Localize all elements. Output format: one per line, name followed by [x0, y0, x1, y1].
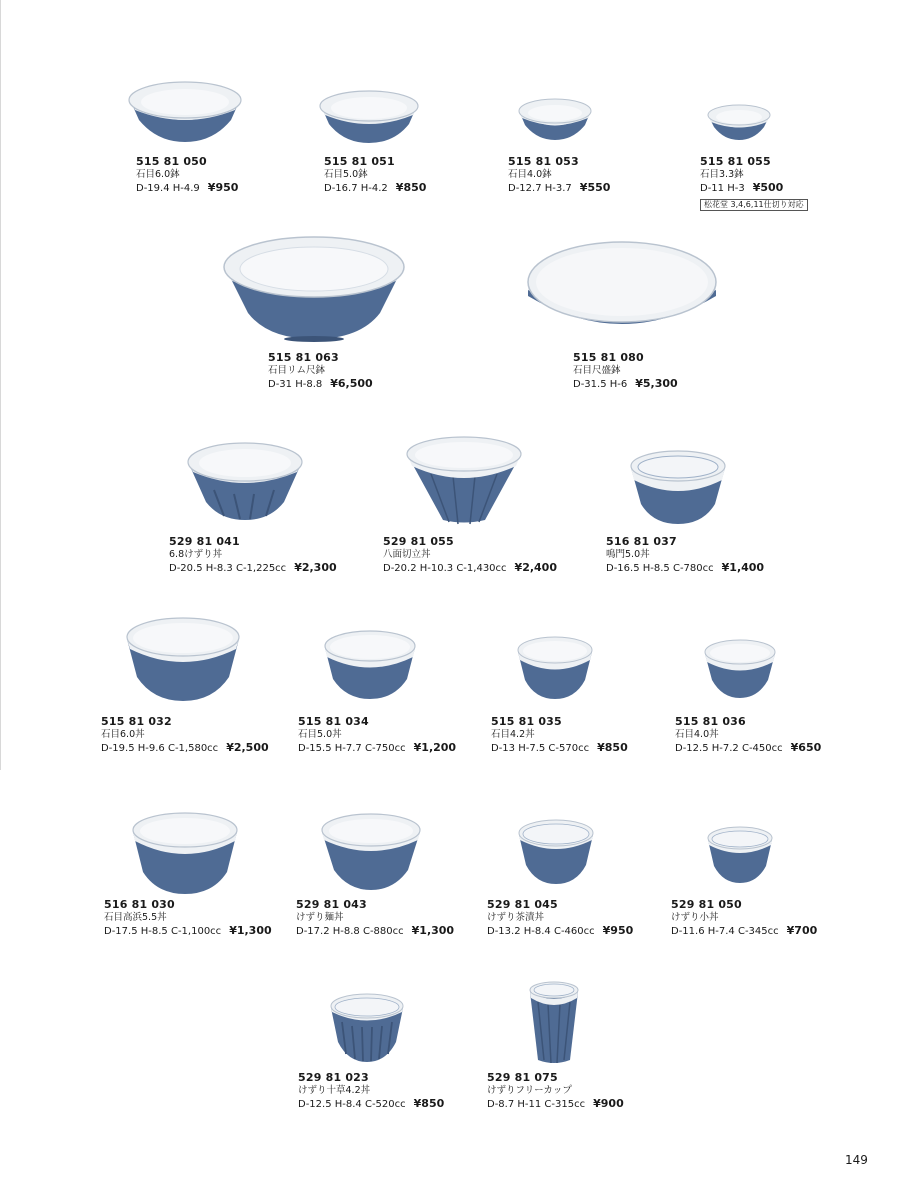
product-name: けずり十草4.2丼 [298, 1085, 371, 1096]
product-name: けずり麺丼 [296, 912, 344, 923]
product-name: けずり茶漬丼 [487, 912, 545, 923]
product-price: ¥850 [597, 741, 628, 754]
caption-515-81-051 [324, 155, 426, 195]
caption-515-81-055 [700, 155, 808, 211]
caption-516-81-037 [606, 535, 764, 575]
product-image-529-81-041 [184, 440, 306, 522]
product-code: 529 81 050 [671, 898, 742, 911]
product-price: ¥950 [207, 181, 239, 194]
product-price: ¥1,300 [411, 924, 455, 937]
caption-516-81-030 [104, 898, 272, 938]
product-name: 石目4.0丼 [675, 729, 719, 740]
product-dims: D-11 H-3 [700, 183, 745, 194]
product-name: 石目リム尺鉢 [268, 365, 326, 376]
product-name: 石目5.0丼 [298, 729, 342, 740]
product-code: 515 81 055 [700, 155, 771, 168]
product-image-515-81-035 [515, 635, 595, 701]
product-code: 515 81 051 [324, 155, 395, 168]
product-code: 529 81 043 [296, 898, 367, 911]
product-price: ¥2,300 [294, 561, 337, 574]
caption-529-81-050 [671, 898, 817, 938]
product-image-515-81-034 [322, 629, 418, 701]
product-dims: D-13.2 H-8.4 C-460cc [487, 926, 595, 937]
product-dims: D-19.5 H-9.6 C-1,580cc [101, 743, 219, 754]
product-name: けずり小丼 [671, 912, 719, 923]
product-dims: D-12.7 H-3.7 [508, 183, 572, 194]
caption-515-81-063 [268, 351, 373, 391]
product-name: 6.8けずり丼 [169, 549, 223, 560]
caption-529-81-023 [298, 1071, 444, 1111]
caption-529-81-041 [169, 535, 337, 575]
product-code: 515 81 080 [573, 351, 644, 364]
caption-515-81-034 [298, 715, 456, 755]
product-dims: D-31.5 H-6 [573, 379, 628, 390]
product-image-515-81-036 [702, 638, 778, 700]
product-image-529-81-050 [705, 825, 775, 885]
product-name: 石目4.0鉢 [508, 169, 552, 180]
product-name: 鳴門5.0丼 [606, 549, 650, 560]
product-image-515-81-053 [517, 98, 593, 142]
product-name: 石目5.0鉢 [324, 169, 368, 180]
product-dims: D-19.4 H-4.9 [136, 183, 200, 194]
product-name: 石目6.0丼 [101, 729, 145, 740]
product-image-515-81-050 [127, 80, 243, 144]
product-dims: D-8.7 H-11 C-315cc [487, 1099, 586, 1110]
product-image-515-81-055 [706, 104, 772, 142]
caption-515-81-035 [491, 715, 628, 755]
product-dims: D-16.5 H-8.5 C-780cc [606, 563, 714, 574]
product-name: 石目高浜5.5丼 [104, 912, 167, 923]
product-dims: D-20.5 H-8.3 C-1,225cc [169, 563, 287, 574]
product-code: 516 81 030 [104, 898, 175, 911]
product-dims: D-15.5 H-7.7 C-750cc [298, 743, 406, 754]
product-name: 石目4.2丼 [491, 729, 535, 740]
product-code: 515 81 036 [675, 715, 746, 728]
page-margin-line [0, 0, 1, 770]
product-price: ¥850 [395, 181, 427, 194]
product-image-529-81-023 [328, 992, 406, 1064]
product-dims: D-13 H-7.5 C-570cc [491, 743, 590, 754]
product-dims: D-11.6 H-7.4 C-345cc [671, 926, 779, 937]
product-code: 529 81 023 [298, 1071, 369, 1084]
product-name: 八面切立丼 [383, 549, 431, 560]
product-code: 515 81 050 [136, 155, 207, 168]
product-code: 515 81 035 [491, 715, 562, 728]
caption-515-81-032 [101, 715, 269, 755]
caption-529-81-075 [487, 1071, 624, 1111]
product-price: ¥850 [413, 1097, 445, 1110]
product-code: 515 81 063 [268, 351, 339, 364]
product-code: 515 81 034 [298, 715, 369, 728]
product-image-529-81-043 [318, 812, 424, 892]
product-price: ¥2,400 [514, 561, 557, 574]
product-price: ¥6,500 [330, 377, 373, 390]
product-price: ¥700 [786, 924, 818, 937]
product-code: 515 81 032 [101, 715, 172, 728]
product-image-516-81-030 [129, 810, 241, 896]
product-price: ¥900 [593, 1097, 624, 1110]
product-image-529-81-055 [403, 434, 525, 526]
product-price: ¥1,400 [721, 561, 765, 574]
product-price: ¥2,500 [226, 741, 269, 754]
product-dims: D-12.5 H-8.4 C-520cc [298, 1099, 406, 1110]
caption-529-81-055 [383, 535, 557, 575]
product-name: 石目6.0鉢 [136, 169, 180, 180]
caption-515-81-036 [675, 715, 821, 755]
product-code: 529 81 041 [169, 535, 240, 548]
product-code: 529 81 055 [383, 535, 454, 548]
product-price: ¥550 [579, 181, 611, 194]
product-image-515-81-063 [220, 235, 408, 343]
product-price: ¥1,300 [229, 924, 272, 937]
product-dims: D-16.7 H-4.2 [324, 183, 388, 194]
product-price: ¥500 [752, 181, 784, 194]
caption-529-81-045 [487, 898, 633, 938]
product-code: 515 81 053 [508, 155, 579, 168]
product-price: ¥1,200 [413, 741, 457, 754]
product-image-515-81-051 [318, 89, 420, 145]
product-image-515-81-032 [123, 615, 243, 703]
product-price: ¥950 [602, 924, 634, 937]
compatibility-note: 松花堂 3,4,6,11仕切り対応 [700, 199, 808, 211]
product-code: 516 81 037 [606, 535, 677, 548]
caption-529-81-043 [296, 898, 454, 938]
product-name: 石目3.3鉢 [700, 169, 744, 180]
caption-515-81-080 [573, 351, 678, 391]
product-dims: D-17.5 H-8.5 C-1,100cc [104, 926, 222, 937]
product-price: ¥650 [790, 741, 822, 754]
product-name: けずりフリーカップ [487, 1085, 572, 1096]
product-price: ¥5,300 [635, 377, 678, 390]
product-image-515-81-080 [524, 240, 720, 334]
product-image-529-81-075 [526, 980, 582, 1066]
product-image-529-81-045 [516, 818, 596, 886]
caption-515-81-053 [508, 155, 610, 195]
product-dims: D-17.2 H-8.8 C-880cc [296, 926, 404, 937]
product-dims: D-31 H-8.8 [268, 379, 323, 390]
product-dims: D-12.5 H-7.2 C-450cc [675, 743, 783, 754]
caption-515-81-050 [136, 155, 238, 195]
product-code: 529 81 075 [487, 1071, 558, 1084]
product-name: 石目尺盛鉢 [573, 365, 621, 376]
page-number: 149 [845, 1153, 868, 1167]
product-dims: D-20.2 H-10.3 C-1,430cc [383, 563, 507, 574]
product-image-516-81-037 [627, 448, 729, 526]
product-code: 529 81 045 [487, 898, 558, 911]
